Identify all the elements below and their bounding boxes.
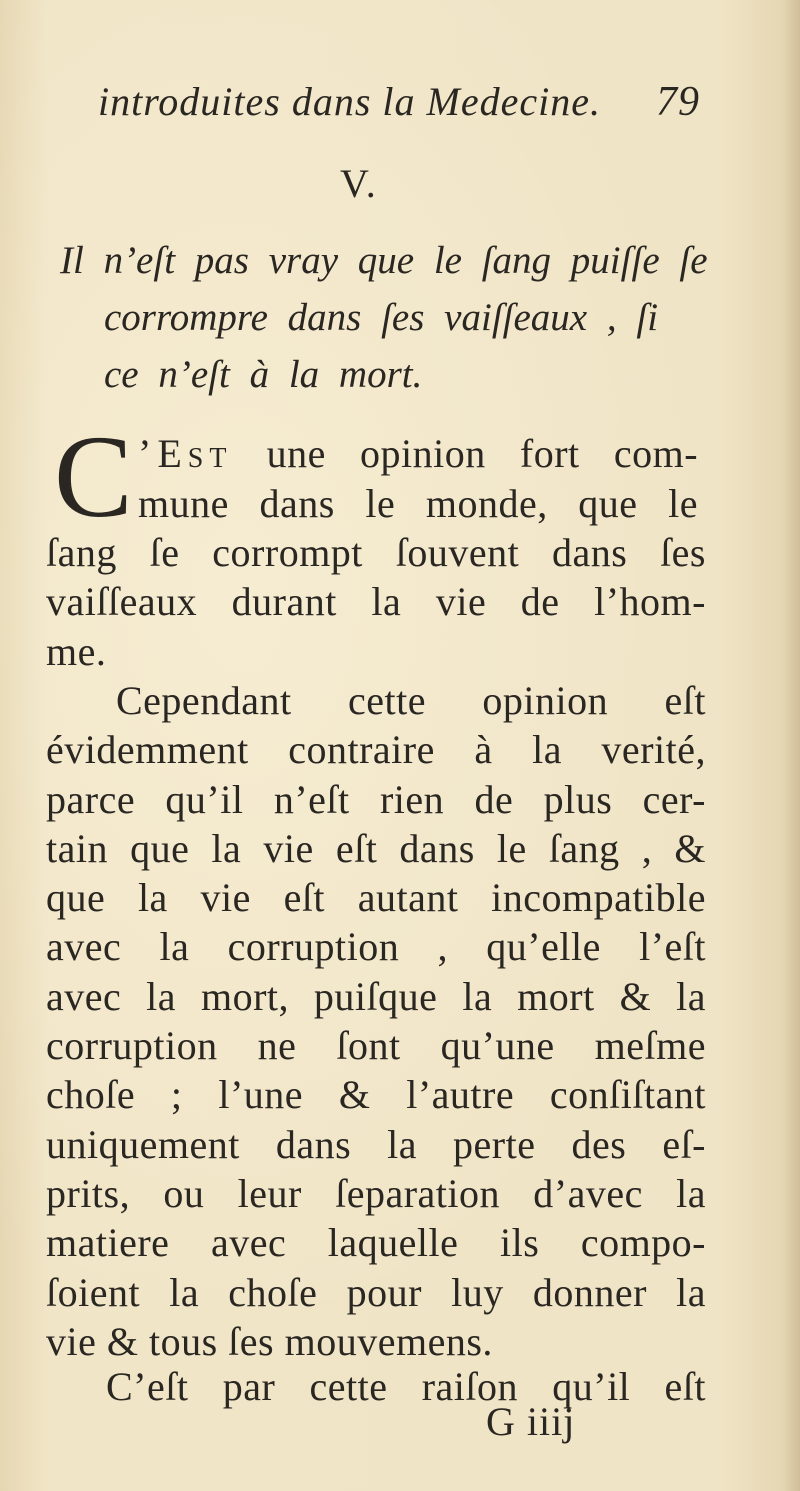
paragraph-1-line-3: ſang ſe corrompt ſouvent dans ſes	[46, 530, 706, 575]
paragraph-2-line: avec la mort, puiſque la mort & la	[46, 973, 706, 1019]
running-head	[98, 78, 698, 138]
paragraph-2-line: corruption ne ſont qu’une meſme	[46, 1023, 706, 1069]
section-number: V.	[340, 161, 378, 206]
heading-line-2: corrompre dans ſes vaiſſeaux , ſi	[104, 296, 659, 339]
signature-mark: G iiij	[486, 1399, 576, 1444]
paragraph-2-line: évidemment contraire à la verité,	[46, 727, 706, 773]
paragraph-2-line: matiere avec laquelle ils compo-	[46, 1220, 706, 1266]
paragraph-3-line-1: C’eſt par cette raiſon qu’il eſt	[106, 1364, 706, 1409]
paragraph-2-line: ſoient la choſe pour luy donner la	[46, 1269, 706, 1315]
page-number: 79	[656, 79, 700, 125]
paragraph-2-line: parce qu’il n’eſt rien de plus cer-	[46, 776, 706, 822]
paragraph-2-line: Cependant cette opinion eſt	[116, 678, 706, 723]
section-heading	[60, 232, 720, 403]
paragraph-2	[46, 676, 706, 1366]
heading-line-3: ce n’eſt à la mort.	[104, 353, 423, 396]
paragraph-2-line: vie & tous ſes mouvemens.	[46, 1318, 493, 1364]
heading-line-1: Il n’eſt pas vray que le ſang puiſſe ſe	[60, 239, 708, 282]
paragraph-2-line: choſe ; l’une & l’autre conſiſtant	[46, 1072, 706, 1118]
running-head-title: introduites dans la Medecine.	[98, 79, 601, 124]
paragraph-1-line-4: vaiſſeaux durant la vie de l’hom-	[46, 579, 706, 625]
drop-cap: C	[54, 411, 133, 542]
page-edge-shadow	[782, 0, 800, 1491]
small-caps-opening: ’Est	[138, 431, 233, 476]
paragraph-2-line: uniquement dans la perte des eſ-	[46, 1121, 706, 1167]
paragraph-1-line-1-rest: une opinion fort com-	[266, 431, 699, 476]
paragraph-3	[46, 1362, 706, 1411]
paragraph-2-line: avec la corruption , qu’elle l’eſt	[46, 924, 706, 970]
body-text	[46, 528, 706, 676]
paragraph-2-line: tain que la vie eſt dans le ſang , &	[46, 825, 706, 871]
paragraph-1-line-2: mune dans le monde, que le	[138, 481, 698, 526]
paragraph-1-line-1	[138, 430, 698, 477]
paragraph-2-line: prits, ou leur ſeparation d’avec la	[46, 1170, 706, 1216]
paragraph-2-line: que la vie eſt autant incompatible	[46, 875, 706, 921]
paragraph-1-line-5: me.	[46, 628, 107, 674]
